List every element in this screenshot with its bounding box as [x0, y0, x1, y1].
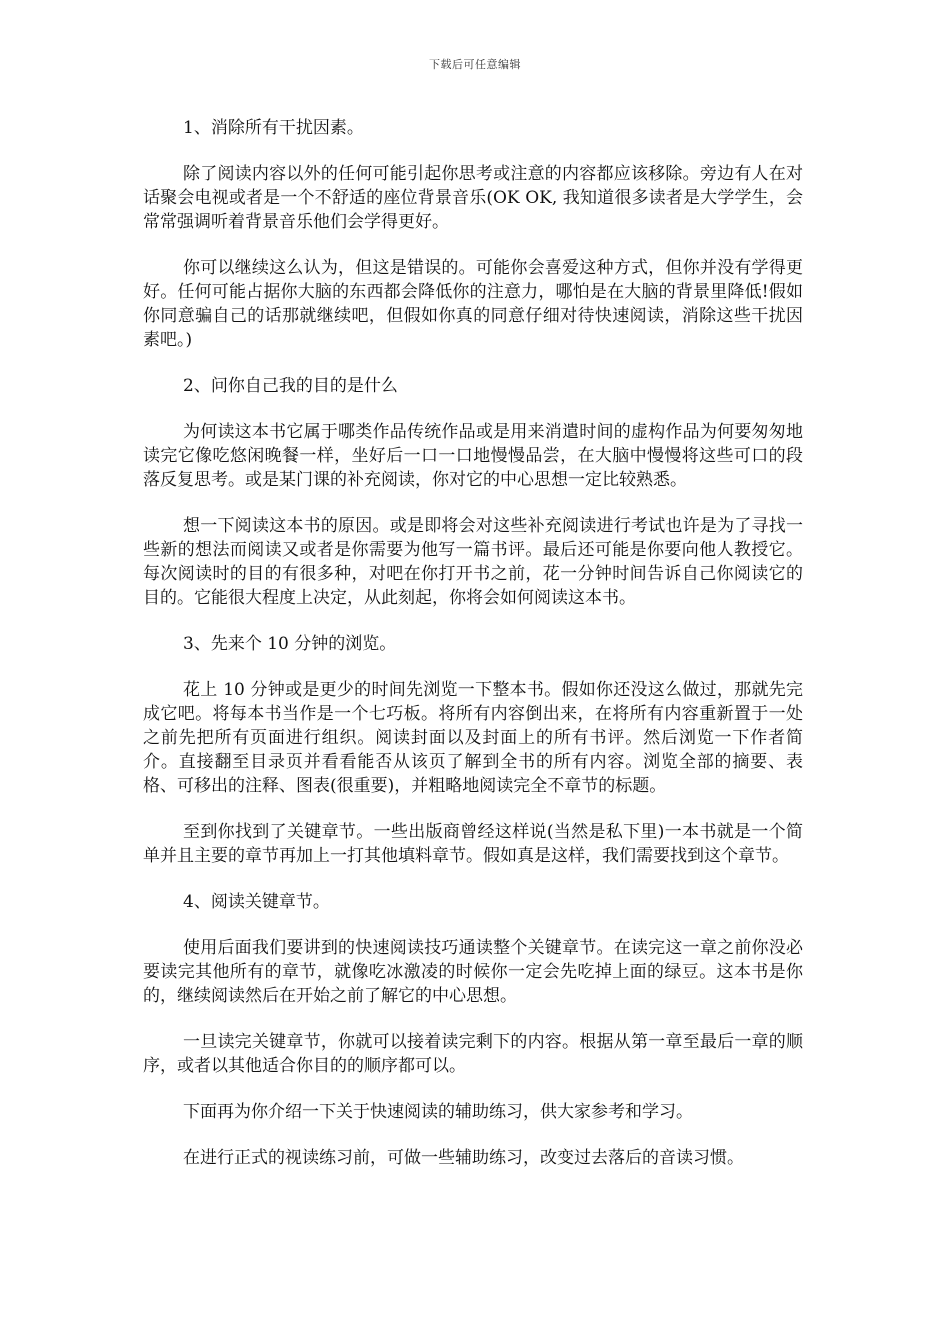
paragraph: 使用后面我们要讲到的快速阅读技巧通读整个关键章节。在读完这一章之前你没必要读完其他所有的章节，就像吃冰激凌的时候你一定会先吃掉上面的绿豆。这本书是你的，继续阅读然后在开始之前了解它的中心思想。 — [143, 938, 803, 1006]
section-heading: 1、消除所有干扰因素。 — [183, 118, 364, 138]
section-heading: 4、阅读关键章节。 — [183, 892, 330, 912]
paragraph: 你可以继续这么认为，但这是错误的。可能你会喜爱这种方式，但你并没有学得更好。任何可能占据你大脑的东西都会降低你的注意力，哪怕是在大脑的背景里降低!假如你同意骗自己的话那就继续吧，但假如你真的同意仔细对待快速阅读，消除这些干扰因素吧。) — [143, 258, 803, 350]
paragraph: 下面再为你介绍一下关于快速阅读的辅助练习，供大家参考和学习。 — [183, 1102, 693, 1122]
paragraph: 为何读这本书它属于哪类作品传统作品或是用来消遣时间的虚构作品为何要匆匆地读完它像吃悠闲晚餐一样，坐好后一口一口地慢慢品尝，在大脑中慢慢将这些可口的段落反复思考。或是某门课的补充阅读，你对它的中心思想一定比较熟悉。 — [143, 422, 803, 490]
page-header: 下载后可任意编辑 — [429, 58, 521, 71]
section-heading: 2、问你自己我的目的是什么 — [183, 376, 398, 396]
paragraph: 除了阅读内容以外的任何可能引起你思考或注意的内容都应该移除。旁边有人在对话聚会电视或者是一个不舒适的座位背景音乐(OK OK, 我知道很多读者是大学学生，会常常强调听着背景音乐他们会学得更好。 — [143, 164, 803, 232]
paragraph: 至到你找到了关键章节。一些出版商曾经这样说(当然是私下里)一本书就是一个简单并且主要的章节再加上一打其他填料章节。假如真是这样，我们需要找到这个章节。 — [143, 822, 803, 866]
paragraph: 在进行正式的视读练习前，可做一些辅助练习，改变过去落后的音读习惯。 — [183, 1148, 744, 1168]
paragraph: 一旦读完关键章节，你就可以接着读完剩下的内容。根据从第一章至最后一章的顺序，或者以其他适合你目的的顺序都可以。 — [143, 1032, 803, 1076]
paragraph: 想一下阅读这本书的原因。或是即将会对这些补充阅读进行考试也许是为了寻找一些新的想法而阅读又或者是你需要为他写一篇书评。最后还可能是你要向他人教授它。每次阅读时的目的有很多种，对吧在你打开书之前，花一分钟时间告诉自己你阅读它的目的。它能很大程度上决定，从此刻起，你将会如何阅读这本书。 — [143, 516, 803, 608]
section-heading: 3、先来个 10 分钟的浏览。 — [183, 634, 397, 654]
paragraph: 花上 10 分钟或是更少的时间先浏览一下整本书。假如你还没这么做过，那就先完成它吧。将每本书当作是一个七巧板。将所有内容倒出来，在将所有内容重新置于一处之前先把所有页面进行组织。阅读封面以及封面上的所有书评。然后浏览一下作者简介。直接翻至目录页并看看能否从该页了解到全书的所有内容。浏览全部的摘要、表格、可移出的注释、图表(很重要)，并粗略地阅读完全不章节的标题。 — [143, 680, 803, 796]
document-body — [143, 116, 803, 1192]
